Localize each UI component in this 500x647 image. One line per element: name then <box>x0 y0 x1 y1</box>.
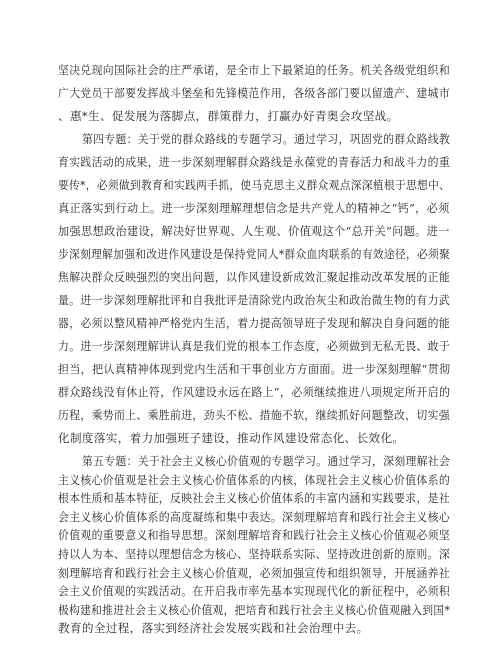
text-line: 步深刻理解加强和改进作风建设是保持党同人*群众血肉联系的有效途径，必须聚 <box>58 247 451 261</box>
text-line: 会主义价值观的实践活动。在开启我市率先基本实现现代化的新征程中，必须积 <box>58 584 451 599</box>
text-line: 群众路线没有休止符，作风建设永远在路上”，必须继续推进八项规定所开启的 <box>58 385 451 399</box>
text-line: 会主义核心价值体系的高度凝练和集中表达。深刻理解培育和践行社会主义核心 <box>58 509 451 524</box>
text-line: 焦解决群众反映强烈的突出问题，以作风建设新成效汇聚起推动改革发展的正能 <box>58 270 451 284</box>
text-line: 加强思想政治建设，解决好世界观、人生观、价值观这个“总开关”问题。进一 <box>58 224 450 238</box>
text-line: 第四专题：关于党的群众路线的专题学习。通过学习，巩固党的群众路线教 <box>82 132 451 146</box>
text-line: 要传*，必须做到教育和实践两手抓，使马克思主义群众观点深深植根于思想中、 <box>58 178 451 192</box>
text-line: 、惠*生、促发展为落脚点，群策群力，打赢办好青奥会攻坚战。 <box>58 109 399 123</box>
text-line: 坚决兑现向国际社会的庄严承诺，是全市上下最紧迫的任务。机关各级党组织和 <box>58 63 451 77</box>
text-line: 广大党员干部要发挥战斗堡垒和先锋模范作用，各级各部门要以留遗产、建城市 <box>58 86 451 100</box>
text-line: 主义核心价值观是社会主义核心价值体系的内核，体现社会主义核心价值体系的 <box>58 472 451 487</box>
text-line: 育实践活动的成果，进一步深刻理解群众路线是永葆党的青春活力和战斗力的重 <box>58 155 451 169</box>
text-line: 极构建和推进社会主义核心价值观，把培育和践行社会主义核心价值观融入到国* <box>58 602 451 617</box>
text-line: 化制度落实，着力加强班子建设，推动作风建设常态化、长效化。 <box>58 431 405 445</box>
text-line: 持以人为本、坚持以理想信念为核心、坚持联系实际、坚持改进创新的原则。深 <box>58 547 451 561</box>
text-line: 力。进一步深刻理解讲认真是我们党的根本工作态度，必须做到无私无畏、敢于 <box>58 339 451 353</box>
text-line: 器，必须以整风精神严格党内生活，着力提高领导班子发现和解决自身问题的能 <box>58 316 451 330</box>
text-line: 担当，把认真精神体现到党内生活和干事创业方方面面。进一步深刻理解“贯彻 <box>58 362 451 376</box>
text-line: 量。进一步深刻理解批评和自我批评是清除党内政治灰尘和政治微生物的有力武 <box>58 293 451 307</box>
text-line: 真正落实到行动上。进一步深刻理解理想信念是共产党人的精神之“钙”，必须 <box>58 201 450 215</box>
text-line: 历程，乘势而上、乘胜前进，劲头不松、措施不软，继续抓好问题整改，切实强 <box>58 408 451 422</box>
text-line: 根本性质和基本特征，反映社会主义核心价值体系的丰富内涵和实践要求，是社 <box>58 491 451 506</box>
text-line: 价值观的重要意义和指导思想。深刻理解培育和践行社会主义核心价值观必须坚 <box>58 528 451 543</box>
text-line: 第五专题：关于社会主义核心价值观的专题学习。通过学习，深刻理解社会 <box>82 454 451 468</box>
text-line: 教育的全过程，落实到经济社会发展实践和社会治理中去。 <box>58 621 369 636</box>
text-line: 刻理解培育和践行社会主义核心价值观，必须加强宣传和组织领导，开展涵养社 <box>58 565 451 580</box>
